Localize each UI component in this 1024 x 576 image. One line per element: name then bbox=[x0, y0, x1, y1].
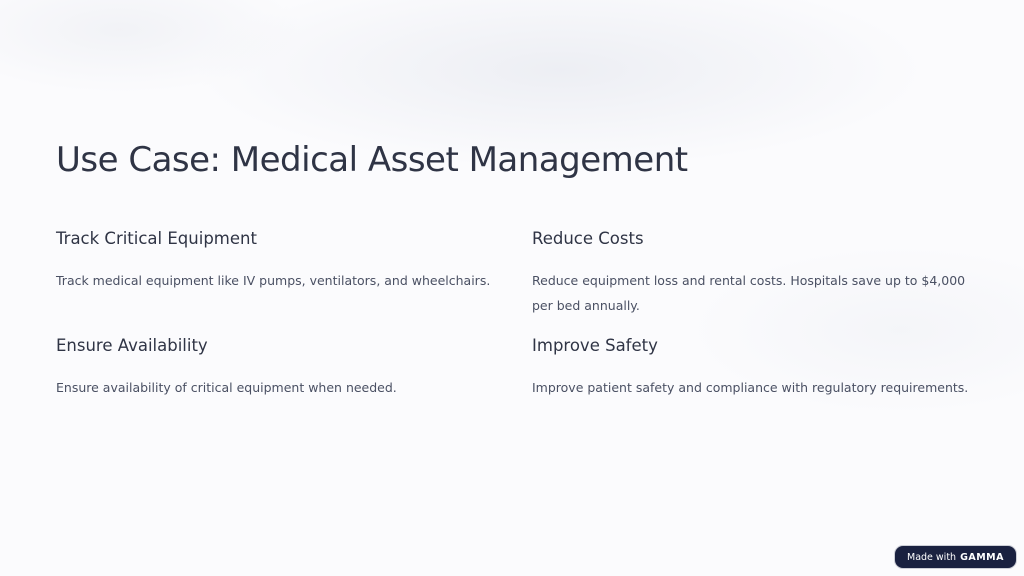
card-improve-safety bbox=[532, 335, 972, 400]
card-body: Ensure availability of critical equipment when needed. bbox=[56, 380, 397, 395]
card-body: Track medical equipment like IV pumps, ventilators, and wheelchairs. bbox=[56, 273, 491, 288]
card-reduce-costs bbox=[532, 228, 972, 318]
card-body: Reduce equipment loss and rental costs. Hospitals save up to $4,000 per bed annually. bbox=[532, 273, 966, 313]
gamma-logo: GAMMA bbox=[960, 551, 1004, 563]
card-heading: Ensure Availability bbox=[56, 336, 208, 355]
card-heading: Improve Safety bbox=[532, 336, 658, 355]
card-heading: Track Critical Equipment bbox=[56, 229, 257, 248]
card-heading: Reduce Costs bbox=[532, 229, 644, 248]
card-track-critical-equipment bbox=[56, 228, 496, 293]
card-ensure-availability bbox=[56, 335, 496, 400]
slide-title: Use Case: Medical Asset Management bbox=[56, 140, 688, 180]
badge-prefix: Made with bbox=[907, 551, 957, 563]
made-with-gamma-badge[interactable] bbox=[895, 546, 1016, 568]
card-body: Improve patient safety and compliance with regulatory requirements. bbox=[532, 380, 969, 395]
